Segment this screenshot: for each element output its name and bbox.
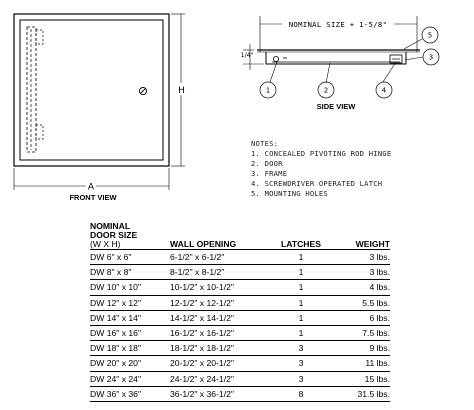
cell-size: DW 6" x 6" — [90, 250, 170, 265]
side-view-title: SIDE VIEW — [316, 102, 356, 111]
cell-opening: 8-1/2" x 8-1/2" — [170, 265, 274, 280]
hinge-outline — [27, 27, 36, 152]
cell-opening: 16-1/2" x 16-1/2" — [170, 325, 274, 340]
table-row — [90, 295, 390, 310]
cell-weight: 11 lbs. — [328, 356, 390, 371]
cell-size: DW 36" x 36" — [90, 386, 170, 401]
height-dim-label: H — [178, 86, 185, 96]
note-item: 2. DOOR — [251, 159, 283, 168]
cell-size: DW 20" x 20" — [90, 356, 170, 371]
cell-latches: 3 — [274, 356, 328, 371]
cell-latches: 1 — [274, 265, 328, 280]
cell-weight: 6 lbs. — [328, 310, 390, 325]
note-item: 3. FRAME — [251, 169, 288, 178]
note-item: 4. SCREWDRIVER OPERATED LATCH — [251, 179, 383, 188]
cell-size: DW 18" x 18" — [90, 341, 170, 356]
table-row — [90, 356, 390, 371]
cell-size: DW 8" x 8" — [90, 265, 170, 280]
cell-weight: 3 lbs. — [328, 250, 390, 265]
table-row — [90, 371, 390, 386]
table-header-row — [90, 222, 390, 250]
cell-weight: 9 lbs. — [328, 341, 390, 356]
cell-weight: 31.5 lbs. — [328, 386, 390, 401]
table-row — [90, 265, 390, 280]
notes-title: NOTES: — [251, 139, 279, 148]
header-size-line3: (W X H) — [90, 239, 121, 249]
cell-opening: 6-1/2" x 6-1/2" — [170, 250, 274, 265]
cell-size: DW 10" x 10" — [90, 280, 170, 295]
table-row — [90, 250, 390, 265]
header-latches: LATCHES — [274, 222, 328, 250]
width-dim-label: A — [87, 182, 95, 193]
cell-size: DW 16" x 16" — [90, 325, 170, 340]
cell-size: DW 14" x 14" — [90, 310, 170, 325]
cell-weight: 7.5 lbs. — [328, 325, 390, 340]
cell-latches: 3 — [274, 341, 328, 356]
callout-4-label: 4 — [381, 86, 387, 95]
cell-weight: 3 lbs. — [328, 265, 390, 280]
table-row — [90, 325, 390, 340]
cell-opening: 20-1/2" x 20-1/2" — [170, 356, 274, 371]
front-view-drawing — [14, 14, 185, 190]
notes-block — [251, 139, 391, 198]
callout-5-label: 5 — [427, 31, 433, 40]
door-size-table — [90, 222, 390, 402]
nominal-size-label: NOMINAL SIZE + 1-5/8" — [288, 20, 388, 29]
cell-weight: 4 lbs. — [328, 280, 390, 295]
callout-1-label: 1 — [265, 86, 271, 95]
cell-size: DW 12" x 12" — [90, 295, 170, 310]
cell-latches: 3 — [274, 371, 328, 386]
cell-weight: 5.5 lbs. — [328, 295, 390, 310]
table-row — [90, 310, 390, 325]
cell-latches: 1 — [274, 325, 328, 340]
header-weight: WEIGHT — [328, 222, 390, 250]
depth-label: 1/4" — [240, 52, 254, 59]
cell-latches: 8 — [274, 386, 328, 401]
header-size-line1: NOMINAL — [90, 221, 131, 231]
table-row — [90, 280, 390, 295]
cell-opening: 18-1/2" x 18-1/2" — [170, 341, 274, 356]
cell-weight: 15 lbs. — [328, 371, 390, 386]
cell-latches: 1 — [274, 280, 328, 295]
hinge-rod-icon — [273, 56, 278, 61]
table-row — [90, 341, 390, 356]
header-size-line2: DOOR SIZE — [90, 230, 138, 240]
callout-3-label: 3 — [428, 53, 434, 62]
hinge-bracket-top — [36, 30, 43, 44]
frame-outline — [14, 14, 169, 166]
note-item: 5. MOUNTING HOLES — [251, 189, 328, 198]
cell-opening: 10-1/2" x 10-1/2" — [170, 280, 274, 295]
header-wall-opening: WALL OPENING — [170, 222, 274, 250]
cell-opening: 14-1/2" x 14-1/2" — [170, 310, 274, 325]
cell-latches: 1 — [274, 295, 328, 310]
cell-opening: 24-1/2" x 24-1/2" — [170, 371, 274, 386]
cell-opening: 36-1/2" x 36-1/2" — [170, 386, 274, 401]
door-panel — [20, 20, 163, 160]
hinge-bracket-bottom — [36, 125, 43, 139]
note-item: 1. CONCEALED PIVOTING ROD HINGE — [251, 149, 392, 158]
callout-2-label: 2 — [323, 86, 329, 95]
cell-latches: 1 — [274, 250, 328, 265]
header-door-size — [90, 222, 170, 250]
table-row — [90, 386, 390, 401]
cell-latches: 1 — [274, 310, 328, 325]
front-view-title: FRONT VIEW — [69, 193, 117, 202]
cell-opening: 12-1/2" x 12-1/2" — [170, 295, 274, 310]
cell-size: DW 24" x 24" — [90, 371, 170, 386]
